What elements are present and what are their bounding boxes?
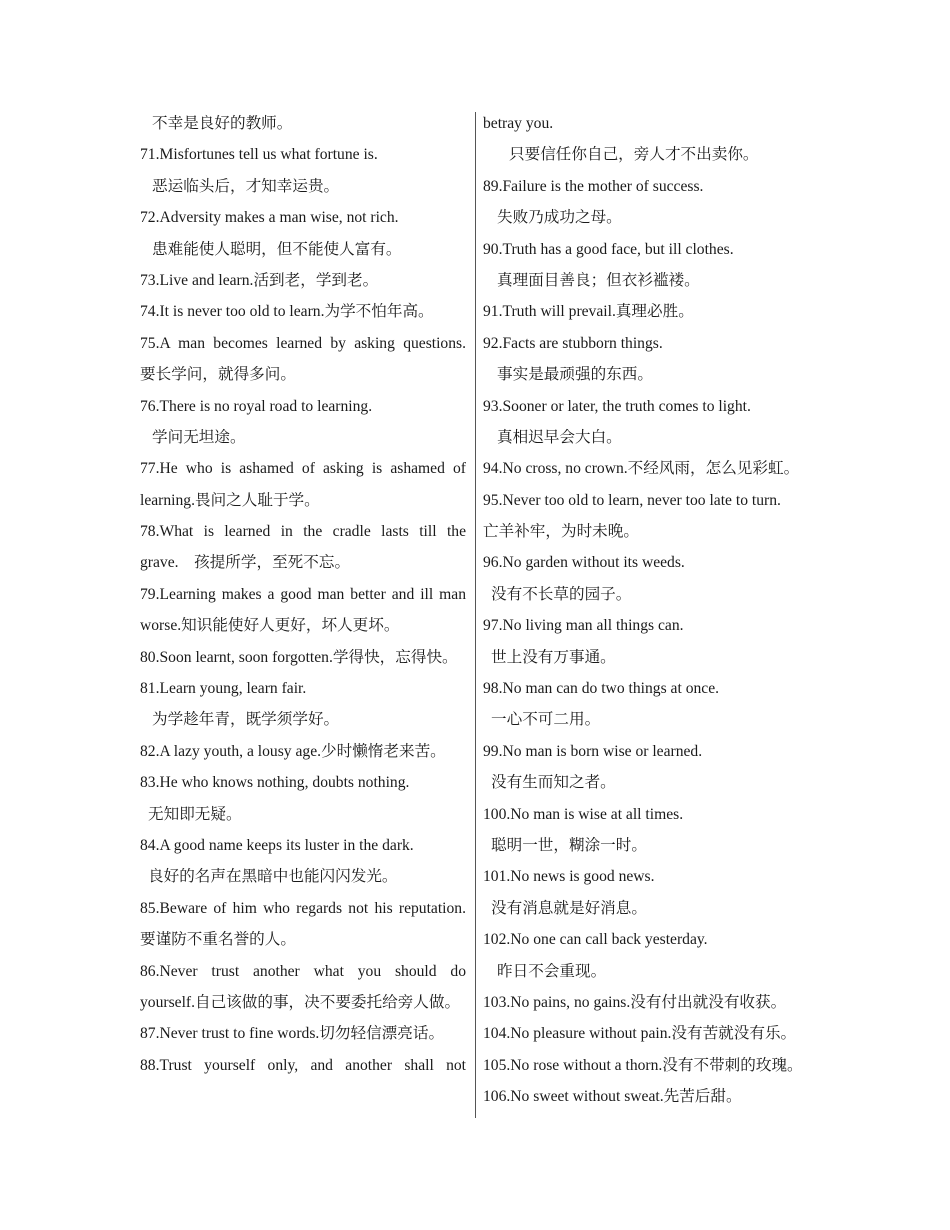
text-line: betray you. <box>483 115 554 132</box>
right-column <box>483 108 823 1113</box>
text-line: 85.Beware of him who regards not his reputation. <box>140 899 466 917</box>
text-line: 世上没有万事通。 <box>491 648 616 666</box>
text-line: 93.Sooner or later, the truth comes to light. <box>483 397 751 415</box>
text-line: 没有生而知之者。 <box>491 774 616 792</box>
text-line: 99.No man is born wise or learned. <box>483 742 703 760</box>
text-line: 亡羊补牢，为时未晚。 <box>483 523 639 541</box>
text-line: 要长学问，就得多问。 <box>140 366 296 384</box>
text-line: 聪明一世，糊涂一时。 <box>491 836 647 854</box>
text-line: 76.There is no royal road to learning. <box>140 397 373 415</box>
text-line: 不幸是良好的教师。 <box>152 115 293 132</box>
text-line: 104.No pleasure without pain.没有苦就没有乐。 <box>483 1025 797 1043</box>
text-line: 74.It is never too old to learn.为学不怕年高。 <box>140 303 434 321</box>
text-line: 75.A man becomes learned by asking questions. <box>140 334 466 352</box>
text-line: 88.Trust yourself only, and another shall not <box>140 1056 466 1074</box>
text-line: 恶运临头后，才知幸运贵。 <box>152 177 340 195</box>
text-line: 86.Never trust another what you should do <box>140 962 466 980</box>
text-line: 96.No garden without its weeds. <box>483 554 685 572</box>
text-line: 78.What is learned in the cradle lasts till the <box>140 523 466 541</box>
text-line: 无知即无疑。 <box>148 805 242 823</box>
text-line: learning.畏问之人耻于学。 <box>140 491 320 509</box>
text-line: 98.No man can do two things at once. <box>483 680 720 698</box>
text-line: 没有不长草的园子。 <box>491 585 632 603</box>
text-line: 82.A lazy youth, a lousy age.少时懒惰老来苦。 <box>140 742 446 760</box>
text-line: 真相迟早会大白。 <box>497 428 622 446</box>
left-column <box>140 108 466 1081</box>
text-line: 77.He who is ashamed of asking is ashamed of <box>140 460 466 478</box>
text-line: 81.Learn young, learn fair. <box>140 680 307 698</box>
text-line: 95.Never too old to learn, never too late to turn. <box>483 491 781 509</box>
text-line: 没有消息就是好消息。 <box>491 899 647 917</box>
text-line: 事实是最顽强的东西。 <box>497 366 653 384</box>
text-line: worse.知识能使好人更好，坏人更坏。 <box>140 617 400 635</box>
text-line: 只要信任你自己，旁人才不出卖你。 <box>509 146 759 164</box>
text-line: 100.No man is wise at all times. <box>483 805 684 823</box>
text-line: 90.Truth has a good face, but ill clothes. <box>483 240 734 258</box>
text-line: 昨日不会重现。 <box>497 962 607 980</box>
text-line: 要谨防不重名誉的人。 <box>140 931 296 949</box>
text-line: 真理面目善良；但衣衫褴褛。 <box>497 271 700 289</box>
text-line: 患难能使人聪明，但不能使人富有。 <box>152 240 402 258</box>
text-line: 105.No rose without a thorn.没有不带刺的玫瑰。 <box>483 1056 803 1074</box>
text-line: 106.No sweet without sweat.先苦后甜。 <box>483 1088 742 1106</box>
text-line: 89.Failure is the mother of success. <box>483 177 704 195</box>
text-line: 79.Learning makes a good man better and ill man <box>140 585 466 603</box>
text-line: 学问无坦途。 <box>152 428 246 446</box>
text-line: 92.Facts are stubborn things. <box>483 334 663 352</box>
text-line: 良好的名声在黑暗中也能闪闪发光。 <box>148 868 398 886</box>
text-line: 80.Soon learnt, soon forgotten.学得快，忘得快。 <box>140 648 458 666</box>
text-line: 103.No pains, no gains.没有付出就没有收获。 <box>483 993 787 1011</box>
text-line: 为学趁年青，既学须学好。 <box>152 711 340 729</box>
text-line: 71.Misfortunes tell us what fortune is. <box>140 146 378 164</box>
text-line: yourself.自己该做的事，决不要委托给旁人做。 <box>140 993 461 1011</box>
text-line: 失败乃成功之母。 <box>497 209 622 227</box>
text-line: 102.No one can call back yesterday. <box>483 931 708 949</box>
text-line: 83.He who knows nothing, doubts nothing. <box>140 774 410 792</box>
text-line: 一心不可二用。 <box>491 711 601 729</box>
text-line: 94.No cross, no crown.不经风雨，怎么见彩虹。 <box>483 460 800 478</box>
text-line: 101.No news is good news. <box>483 868 655 886</box>
text-line: grave. 孩提所学，至死不忘。 <box>140 554 351 572</box>
text-line: 73.Live and learn.活到老，学到老。 <box>140 271 379 289</box>
text-line: 91.Truth will prevail.真理必胜。 <box>483 303 694 321</box>
text-line: 84.A good name keeps its luster in the dark. <box>140 836 414 854</box>
text-line: 97.No living man all things can. <box>483 617 684 635</box>
column-divider <box>475 112 476 1118</box>
text-line: 72.Adversity makes a man wise, not rich. <box>140 209 399 227</box>
text-line: 87.Never trust to fine words.切勿轻信漂亮话。 <box>140 1025 445 1043</box>
